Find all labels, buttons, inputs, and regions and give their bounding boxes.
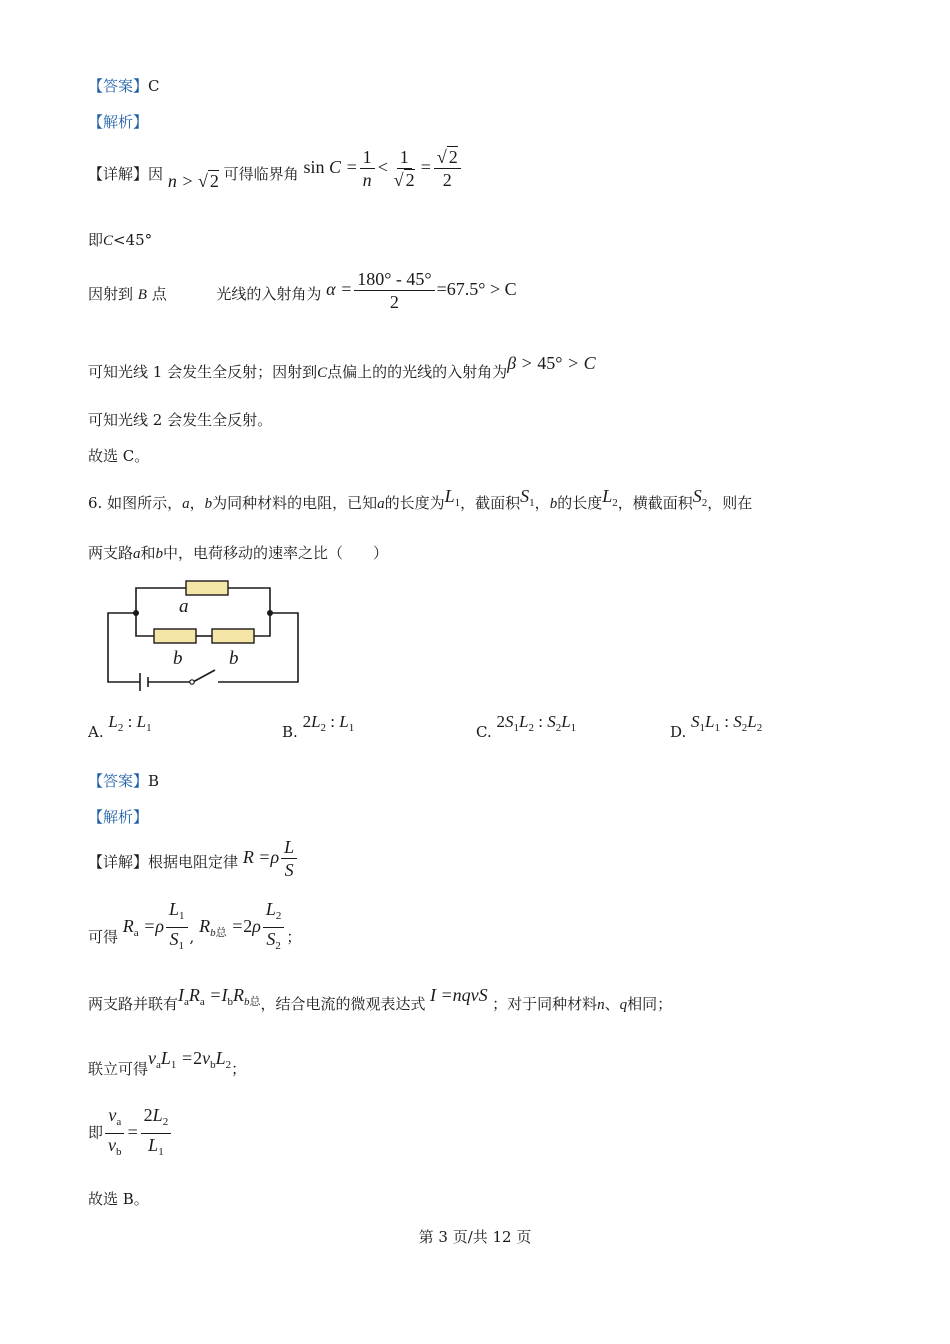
- text: 根据电阻定律: [148, 853, 239, 871]
- resistor-b2: [212, 629, 254, 643]
- text: ；对于同种材料: [492, 995, 598, 1013]
- answer-value: B: [148, 772, 160, 790]
- text: <45°: [113, 231, 153, 249]
- text: 光线的入射角为: [216, 285, 322, 303]
- q5-detail-line6: 故选 C。: [88, 447, 150, 465]
- q5-detail-line2: [88, 230, 152, 251]
- text: ，则在: [707, 494, 753, 512]
- text: ，: [189, 494, 205, 512]
- q6-detail-line5: [88, 1104, 173, 1163]
- answer-tag: 【答案】: [88, 77, 149, 95]
- text: 可得临界角: [223, 165, 299, 183]
- text: 可得: [88, 927, 119, 946]
- detail-tag: 【详解】: [88, 165, 149, 183]
- text: ，截面积: [460, 494, 521, 512]
- sym-L1: $L_1$: [444, 486, 461, 509]
- var-q: q: [619, 997, 628, 1013]
- var-C: C: [103, 233, 114, 249]
- text: 即: [88, 1123, 104, 1142]
- text: 两支路并联有: [88, 995, 179, 1013]
- q6-analysis-tag: 【解析】: [88, 808, 149, 826]
- sym-L2: $L_2$: [602, 486, 618, 509]
- text: ，: [534, 494, 550, 512]
- wire-top-right: [228, 588, 270, 613]
- var-a: a: [377, 496, 385, 512]
- formula-ratio: $\frac{v_a}{v_b}$ = $\frac{2L_2}{L_1}$: [103, 1122, 173, 1142]
- q5-detail-line1: [88, 147, 463, 197]
- text: 点: [151, 285, 167, 303]
- q5-detail-line5: 可知光线 2 会发生全反射。: [88, 411, 273, 429]
- formula-Ra: $R_a =\rho$ $\frac{L_1}{S_1}$: [123, 916, 190, 936]
- formula-current: I =nqvS: [425, 985, 493, 1005]
- var-a: a: [182, 496, 190, 512]
- option-d-formula: $S_1L_1$ : $S_2L_2$: [691, 712, 763, 734]
- formula-resistance-law: R =ρ $\frac{L}{S}$: [243, 847, 299, 867]
- option-a-label: A.: [88, 723, 104, 741]
- resistor-b1-label: b: [173, 648, 183, 669]
- q5-analysis-tag: 【解析】: [88, 113, 149, 131]
- var-b: b: [549, 496, 558, 512]
- formula-sinC: sin C = $\frac{1}{n}$ < $\frac{1}{√ 2}$ = $\frac{√ 2}{2}$: [303, 157, 462, 177]
- q6-answer-line: [88, 771, 159, 791]
- sym-S1: $S_1$: [520, 486, 535, 509]
- switch-pivot: [190, 680, 194, 684]
- var-C: C: [317, 365, 328, 381]
- text: 可知光线 1 会发生全反射；因射到: [88, 363, 318, 381]
- q6-detail-line3: [88, 986, 672, 1027]
- circuit-diagram: [100, 576, 310, 694]
- wire-left: [108, 613, 140, 682]
- resistor-a-label: a: [179, 596, 189, 617]
- resistor-a: [186, 581, 228, 595]
- alpha-value: =67.5° > C: [436, 279, 517, 299]
- formula-combined: $v_aL_1 =2v_bL_2$: [148, 1048, 232, 1071]
- option-c[interactable]: [476, 712, 577, 741]
- junction-right: [267, 610, 273, 616]
- q6-detail-line2: 可得 $R_a =\rho$ $\frac{L_1}{S_1}$ , $R_{b总} =2\rho$ $\frac{L_2}{S_2}$ ；: [88, 899, 302, 952]
- text: 联立可得: [88, 1060, 149, 1078]
- option-b-label: B.: [282, 723, 298, 741]
- detail-tag: 【详解】: [88, 853, 149, 871]
- q6-stem-line1: [88, 484, 752, 527]
- answer-tag: 【答案】: [88, 772, 149, 790]
- var-b: b: [204, 496, 213, 512]
- wire-mid-left: [136, 613, 154, 636]
- option-d-label: D.: [670, 723, 687, 741]
- q5-answer-line: [88, 76, 160, 96]
- q6-detail-line6: 故选 B。: [88, 1190, 149, 1208]
- text: 和: [140, 544, 156, 562]
- option-b-formula: $2L_2$ : $L_1$: [302, 712, 355, 734]
- text: 6. 如图所示，: [88, 494, 183, 512]
- text: 中，电荷移动的速率之比（ ）: [163, 544, 389, 562]
- option-a-formula: $L_2$ : $L_1$: [108, 712, 152, 734]
- resistor-b2-label: b: [229, 648, 239, 669]
- option-c-label: C.: [476, 723, 492, 741]
- var-n: n: [597, 997, 605, 1013]
- text: 点偏上的的光线的入射角为: [327, 363, 508, 381]
- option-a[interactable]: [88, 712, 152, 741]
- option-d[interactable]: [670, 712, 763, 741]
- text: 相同；: [627, 995, 673, 1013]
- var-b: b: [155, 546, 164, 562]
- q6-detail-line4: 联立可得$v_aL_1 =2v_bL_2$；: [88, 1048, 247, 1078]
- formula-parallel: $I_aR_a =I_bR_{b总}$: [178, 985, 261, 1008]
- wire-mid-right: [254, 613, 270, 636]
- formula-beta: β > 45° > C: [507, 353, 596, 373]
- text: 因射到: [88, 285, 134, 303]
- switch-lever: [193, 670, 215, 682]
- text: ，结合电流的微观表达式: [260, 995, 426, 1013]
- formula-alpha: α = $\frac{180^\circ - 45^\circ}{2}$ =67.5° > C: [326, 269, 517, 313]
- text: 两支路: [88, 544, 134, 562]
- text: ，横截面积: [617, 494, 693, 512]
- text: 、: [604, 995, 620, 1013]
- sym-S2: $S_2$: [692, 486, 708, 509]
- answer-value: C: [148, 77, 160, 95]
- q6-detail-line1: [88, 838, 299, 885]
- text: 为同种材料的电阻，已知: [212, 494, 378, 512]
- formula-n-gt-sqrt2: n > √ 2: [167, 171, 219, 191]
- option-c-formula: $2S_1L_2$ : $S_2L_1$: [496, 712, 577, 734]
- text: 因: [148, 165, 164, 183]
- var-B: B: [137, 287, 147, 303]
- q6-stem-line2: [88, 543, 388, 564]
- page-footer: 第 3 页/共 12 页: [418, 1228, 532, 1246]
- text: 的长度为: [384, 494, 445, 512]
- q5-detail-line4: [88, 353, 596, 388]
- junction-left: [133, 610, 139, 616]
- q5-detail-line3: [88, 270, 517, 318]
- option-b[interactable]: [282, 712, 355, 741]
- resistor-b1: [154, 629, 196, 643]
- text: 即: [88, 231, 104, 249]
- var-a: a: [133, 546, 141, 562]
- formula-Rb-total: $R_{b总} =2\rho$ $\frac{L_2}{S_2}$: [199, 916, 286, 936]
- text: 的长度: [557, 494, 603, 512]
